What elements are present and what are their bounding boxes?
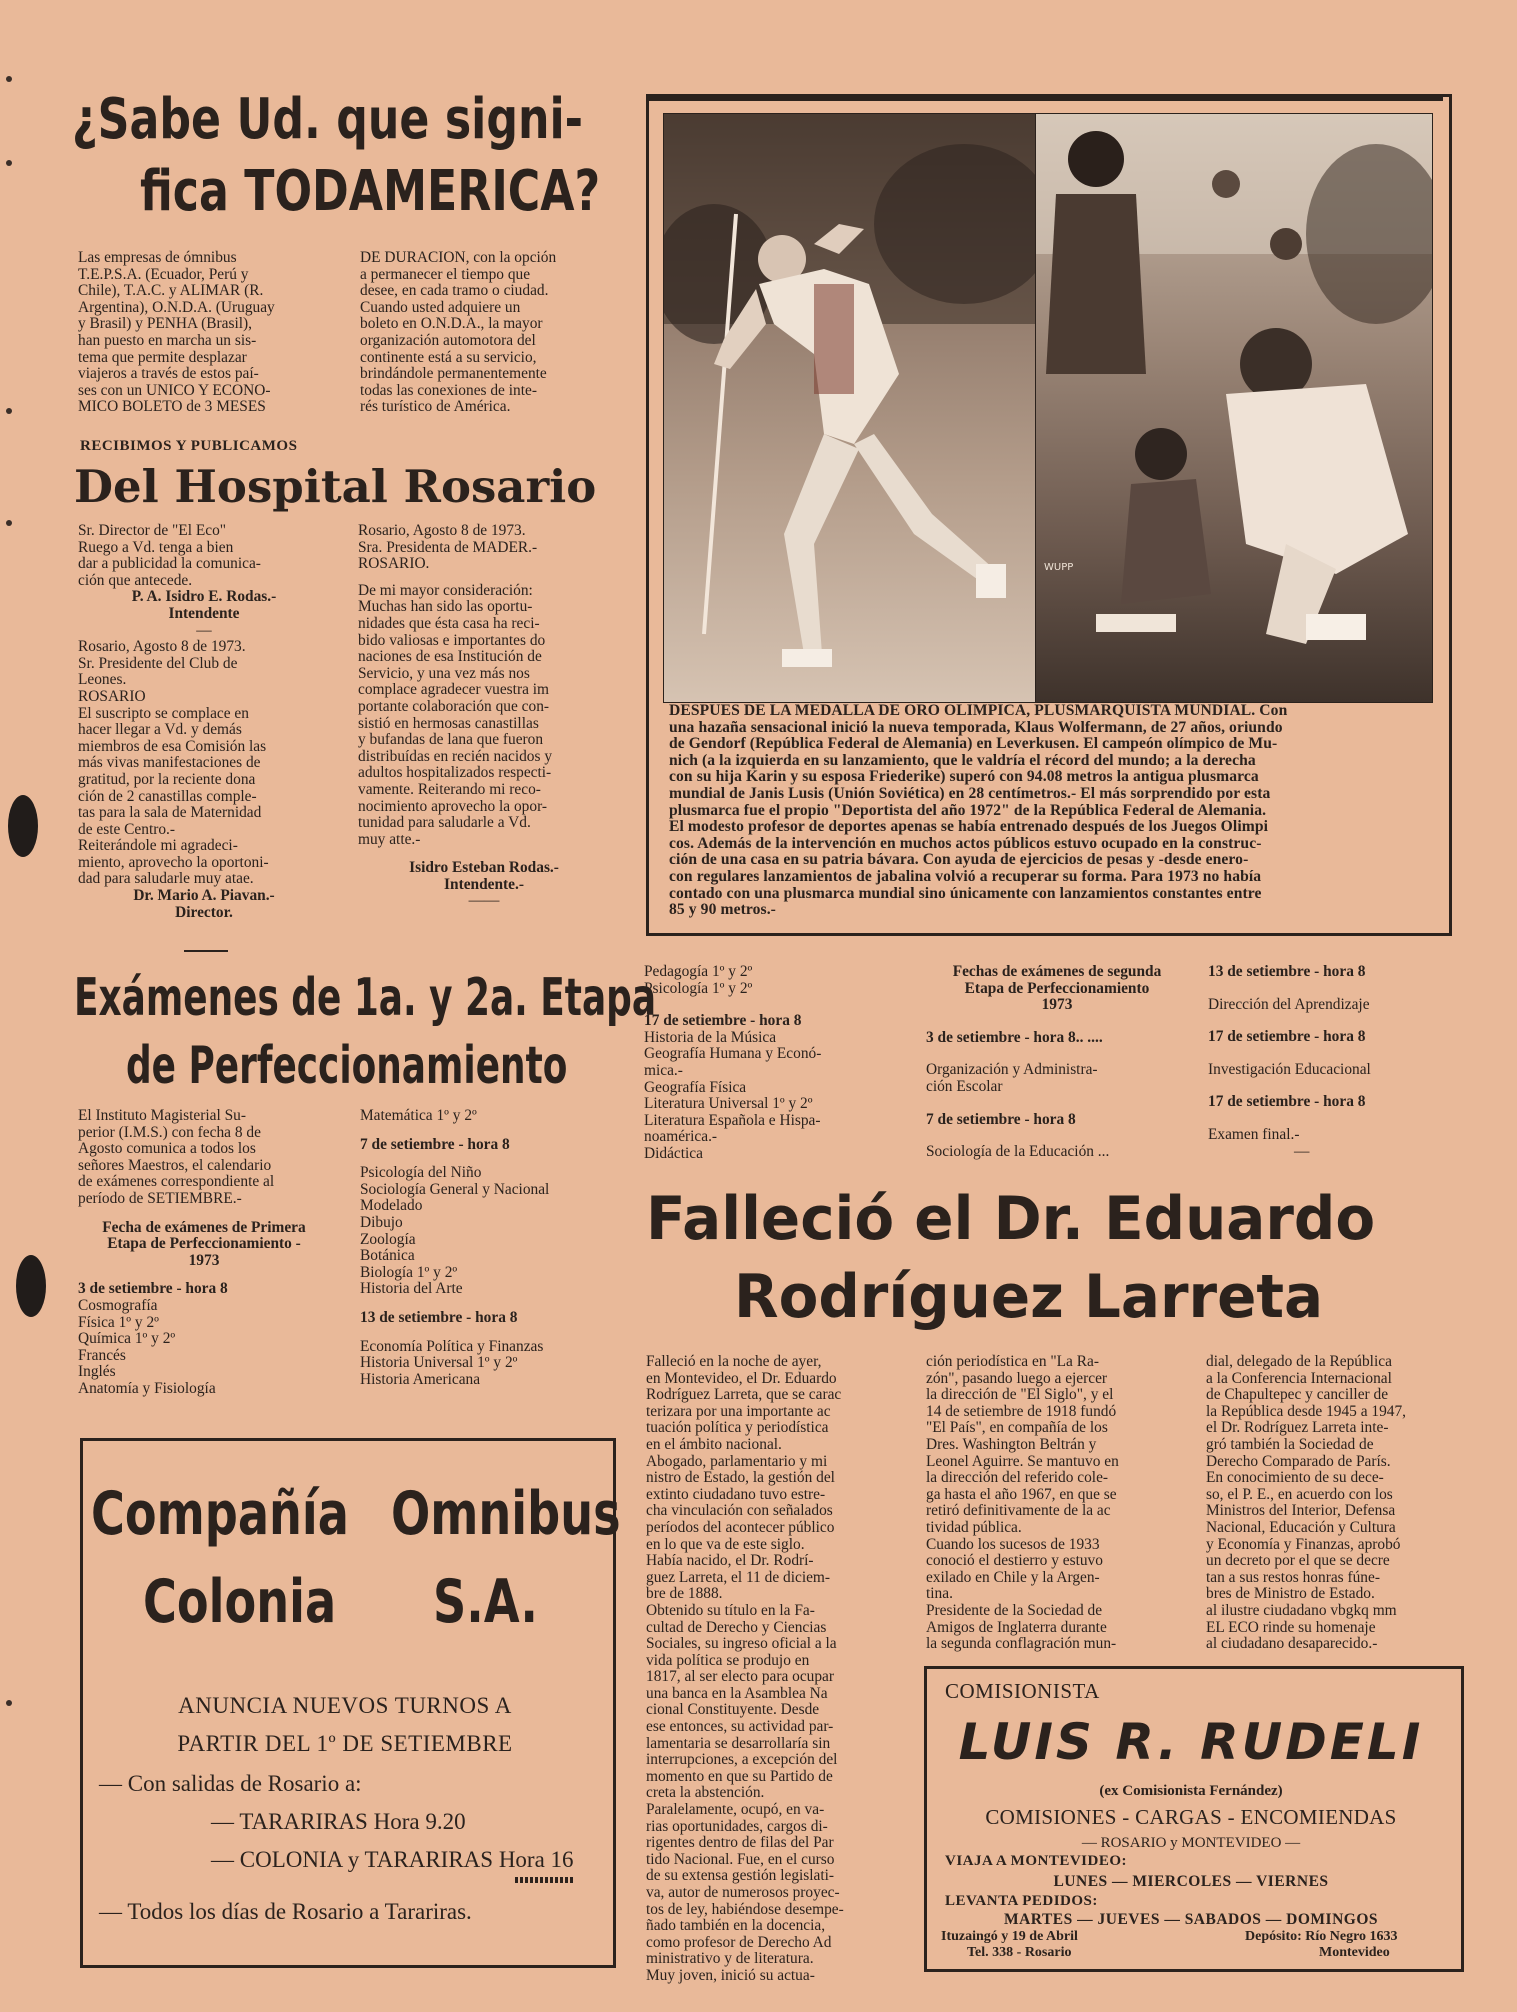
subject: Historia del Arte [360,1280,463,1298]
text-line: de Chapultepec y canciller de [1206,1386,1389,1404]
rudeli-address-right-2: Montevideo [1319,1945,1390,1960]
binder-dot [6,408,12,414]
text-line: Muchas han sido las oportu- [358,598,533,616]
omnibus-name-line-1-word-2: Omnibus [391,1479,621,1549]
text-line: ROSARIO. [358,555,430,573]
omnibus-line-6: — Todos los días de Rosario a Tarariras. [99,1899,472,1924]
spacer [360,1327,612,1339]
spacer [78,1208,330,1220]
subject: Historia de la Música [644,1028,777,1046]
text-line: tunidad para saludarle a Vd. [358,814,531,832]
todamerica-column-2 [360,250,612,416]
todamerica-headline-line-1: ¿Sabe Ud. que signi- [72,87,584,152]
text-line: todas las conexiones de inte- [360,381,537,399]
subject: Literatura Española e Hispa- [644,1111,821,1129]
caption-line: contado con una plusmarca mundial sino únicamente con lanzamientos constantes entre [669,884,1262,902]
subheading: Fechas de exámenes de segunda [952,963,1162,980]
subject: Inglés [78,1363,116,1381]
examenes-column-2 [360,1108,612,1388]
examenes-headline-line-2: de Perfeccionamiento [126,1036,568,1096]
text-line: una banca en la Asamblea Na [646,1684,828,1702]
separator: —— [468,892,500,910]
caption-line: mundial de Janis Lusis (Unión Soviética) en 28 centímetros.- El más sorprendido por esta [669,784,1271,802]
text-line: guez Larreta, el 11 de diciem- [646,1568,831,1586]
subject: mica.- [644,1061,683,1079]
text-line: en Montevideo, el Dr. Eduardo [646,1369,837,1387]
signature-line: Intendente.- [444,875,524,893]
text-line: dar a publicidad la comunica- [78,555,261,573]
text-line: terizara por una importante ac [646,1402,831,1420]
text-line: extinto ciudadano tuvo estre- [646,1485,826,1503]
subject: Anatomía y Fisiología [78,1379,216,1397]
subject: Organización y Administra- [926,1061,1098,1079]
text-line: retiró definitivamente de la ac [926,1502,1111,1520]
text-line: como profesor de Derecho Ad [646,1933,832,1951]
spacer [644,997,894,1013]
text-line: y bufandas de lana que fueron [358,731,544,749]
text-line: continente está a su servicio, [360,348,537,366]
text-line: naciones de esa Institución de [358,648,542,666]
text-line: y Brasil) y PENHA (Brasil), [78,315,252,333]
rudeli-days-1: LUNES — MIERCOLES — VIERNES [1053,1873,1329,1890]
text-line: portante colaboración que con- [358,697,550,715]
text-line: interrupciones, a excepción del [646,1751,838,1769]
text-line: "El País", en compañía de los [926,1419,1108,1437]
text-line: al ilustre ciudadano vbgkq mm [1206,1601,1397,1619]
signature-line: Director. [175,903,233,921]
text-line: gró también la Sociedad de [1206,1435,1374,1453]
text-line: nistro de Estado, la gestión del [646,1469,835,1487]
exam-date: 17 de setiembre - hora 8 [644,1012,802,1030]
text-line: nidades que ésta casa ha reci- [358,614,540,632]
text-line: ción que antecede. [78,571,193,589]
caption-line: plusmarca fue el propio "Deportista del año 1972" de la República Federal de Alemania. [669,801,1267,819]
text-line: Cuando usted adquiere un [360,298,521,316]
subject: Dibujo [360,1213,403,1231]
text-line: tas para la sala de Maternidad [78,804,262,822]
text-line: el Dr. Rodríguez Larreta inte- [1206,1419,1389,1437]
text-line: la República desde 1945 a 1947, [1206,1402,1407,1420]
binder-dot [6,1700,12,1706]
text-line: Las empresas de ómnibus [78,249,237,266]
text-line: Había nacido, el Dr. Rodrí- [646,1552,814,1570]
text-line: rés turístico de América. [360,398,511,416]
text-line: a la Conferencia Internacional [1206,1369,1392,1387]
subject: Francés [78,1346,126,1364]
text-line: Ministros del Interior, Defensa [1206,1502,1396,1520]
subject: Modelado [360,1197,423,1215]
caption-line: El modesto profesor de deportes apenas se había entrenado después de los Juegos Olimpi [669,818,1269,836]
subject: Física 1º y 2º [78,1313,159,1331]
exam-date: 17 de setiembre - hora 8 [1208,1093,1366,1111]
text-line: bido valiosas e importantes do [358,631,546,649]
text-line: lamentaria se desarrollaría sin [646,1734,831,1752]
text-line: tuación política y periodística [646,1419,829,1437]
text-line: cional Constituyente. Desde [646,1701,820,1719]
text-line: nocimiento aprovecho la opor- [358,797,548,815]
text-line: dial, delegado de la República [1206,1353,1392,1370]
text-line: DE DURACION, con la opción [360,249,557,266]
text-line: De mi mayor consideración: [358,581,533,599]
text-line: Cuando los sucesos de 1933 [926,1535,1100,1553]
caption-line: con su hija Karin y su esposa Friederike) superó con 94.08 metros la antigua plusmarca [669,768,1259,786]
text-line: zón", pasando luego a ejercer [926,1369,1108,1387]
caption-line: ción de una casa en su patria bávara. Con ayuda de ejercicios de pesas y -desde enero- [669,851,1249,869]
binder-dot [6,160,12,166]
caption-line: cos. Además de la intervención en muchos actos públicos estuvo ocupado en la construc- [669,834,1262,852]
text-line: vida política se produjo en [646,1651,810,1669]
javelin-throw-illustration [664,114,1036,702]
text-line: va, autor de numerosos proyec- [646,1884,840,1901]
signature-line: Dr. Mario A. Piavan.- [133,887,275,905]
text-line: en lo que va de este siglo. [646,1535,805,1553]
caption-line: de Gendorf (República Federal de Alemania) en Leverkusen. El campeón olímpico de Mu- [669,735,1278,753]
text-line: la dirección de "El Siglo", y el [926,1386,1114,1404]
spacer [926,1096,1188,1112]
text-line: distribuídas en recién nacidos y [358,747,553,765]
text-line: Obtenido su título en la Fa- [646,1601,815,1619]
caption-line: con regulares lanzamientos de jabalina volvió a recuperar su forma. Para 1973 no había [669,867,1262,885]
text-line: la dirección del referido cole- [926,1469,1109,1487]
caption-line: nich (a la izquierda en su lanzamiento, que le valdría el récord del mundo; a la derecha [669,751,1256,769]
spacer [926,1014,1188,1030]
text-line: Presidente de la Sociedad de [926,1601,1103,1619]
separator: — [1294,1142,1310,1160]
text-line: dad para saludarle muy atae. [78,870,254,888]
subject: Zoología [360,1230,416,1248]
omnibus-line-4: — TARARIRAS Hora 9.20 [211,1809,466,1834]
examenes-column-3 [644,964,894,1163]
text-line: ses con un UNICO Y ECONO- [78,381,271,399]
decorative-mark [515,1877,575,1883]
text-line: 14 de setiembre de 1918 fundó [926,1402,1117,1420]
rudeli-ad [924,1666,1464,1972]
text-line: Reiterándole mi agradeci- [78,837,238,855]
exam-date: 7 de setiembre - hora 8 [360,1135,510,1153]
fallecio-headline-line-1: Falleció el Dr. Eduardo [646,1184,1376,1254]
text-line: Sr. Director de "El Eco" [78,522,227,539]
exam-date: 17 de setiembre - hora 8 [1208,1028,1366,1046]
text-line: exilado en Chile y la Argen- [926,1568,1100,1586]
text-line: organización automotora del [360,331,536,349]
exam-date: 3 de setiembre - hora 8.. .... [926,1028,1103,1046]
subject: Cosmografía [78,1296,158,1314]
text-line: conoció el destierro y estuvo [926,1552,1103,1570]
text-line: señores Maestros, el calendario [78,1156,272,1174]
text-line: y Economía y Finanzas, aprobó [1206,1535,1401,1553]
exam-date: 3 de setiembre - hora 8 [78,1280,228,1298]
subject: Geografía Humana y Econó- [644,1045,822,1063]
signature-line: P. A. Isidro E. Rodas.- [131,588,277,606]
text-line: al ciudadano desaparecido.- [1206,1635,1378,1653]
text-line: ción de 2 canastillas comple- [78,787,257,805]
text-line: sistió en hermosas canastillas [358,714,539,732]
text-line: boleto en O.N.D.A., la mayor [360,315,543,333]
subject: Sociología General y Nacional [360,1180,550,1198]
text-line: cha vinculación con señalados [646,1502,833,1520]
omnibus-name-line-1-word-1: Compañía [91,1479,349,1549]
fallecio-column-3 [1206,1354,1458,1653]
text-line: Sr. Presidente del Club de [78,654,238,672]
omnibus-line-2: PARTIR DEL 1º DE SETIEMBRE [177,1731,513,1756]
omnibus-line-1: ANUNCIA NUEVOS TURNOS A [178,1693,512,1718]
text-line: Amigos de Inglaterra durante [926,1618,1107,1636]
binder-dot [6,76,12,82]
subject: Historia Americana [360,1370,481,1388]
subject: Historia Universal 1º y 2º [360,1354,518,1372]
omnibus-line-5: — COLONIA y TARARIRAS Hora 16 [211,1847,574,1872]
hospital-column-2 [358,523,610,910]
subject: Química 1º y 2º [78,1330,176,1348]
subheading: 1973 [1041,996,1073,1014]
text-line: ROSARIO [78,687,146,705]
text-line: so, el P. E., en acuerdo con los [1206,1485,1393,1503]
text-line: Sociales, su ingreso oficial a la [646,1635,837,1653]
text-line: perior (I.M.S.) con fecha 8 de [78,1123,261,1141]
text-line: Argentina), O.N.D.A. (Uruguay [78,298,275,316]
text-line: miento, aprovecho la oportoni- [78,853,269,871]
text-line: Derecho Comparado de París. [1206,1452,1391,1470]
text-line: tema que permite desplazar [78,348,247,366]
text-line: Rosario, Agosto 8 de 1973. [78,638,246,656]
text-line: complace agradecer vuestra im [358,681,549,699]
subject: ción Escolar [926,1077,1003,1095]
subject: Dirección del Aprendizaje [1208,995,1370,1013]
text-line: adultos hospitalizados respecti- [358,764,552,782]
omnibus-name-line-2-word-1: Colonia [143,1567,337,1637]
text-line: de exámenes correspondiente al [78,1173,275,1191]
hospital-column-1 [78,523,330,921]
text-line: de su extensa gestión legislati- [646,1867,835,1885]
subject: Literatura Universal 1º y 2º [644,1095,813,1113]
binder-dot [6,520,12,526]
text-line: viajeros a través de estos paí- [78,365,259,383]
rudeli-address-right-1: Depósito: Río Negro 1633 [1245,1929,1398,1944]
article-divider [184,950,228,952]
text-line: ministrativo y de literatura. [646,1950,814,1968]
text-line: Falleció en la noche de ayer, [646,1353,822,1370]
signature-line: Isidro Esteban Rodas.- [409,859,559,877]
text-line: Chile), T.A.C. y ALIMAR (R. [78,282,264,300]
text-line: En conocimiento de su dece- [1206,1469,1384,1487]
todamerica-column-1 [78,250,330,416]
text-line: vamente. Reiterando mi reco- [358,780,541,798]
exam-date: 13 de setiembre - hora 8 [360,1308,518,1326]
rudeli-ex: (ex Comisionista Fernández) [1099,1783,1283,1799]
rudeli-days-2: MARTES — JUEVES — SABADOS — DOMINGOS [1003,1911,1378,1928]
todamerica-headline-line-2: fica TODAMERICA? [140,159,601,224]
text-line: rigentes dentro de filas del Par [646,1834,834,1852]
subject: Pedagogía 1º y 2º [644,963,753,980]
text-line: ese entonces, su actividad par- [646,1718,834,1736]
text-line: ga hasta el año 1967, en que se [926,1485,1117,1503]
subject: Economía Política y Finanzas [360,1337,544,1355]
caption-line: 85 y 90 metros.- [669,901,776,919]
subject: Matemática 1º y 2º [360,1107,477,1124]
text-line: tina. [926,1585,953,1603]
text-line: muy atte.- [358,830,421,848]
text-line: brindándole permanentemente [360,365,547,383]
box-top-rule [649,97,1443,101]
text-line: El Instituto Magisterial Su- [78,1107,246,1124]
text-line: Servicio, y una vez más nos [358,664,530,682]
omnibus-line-3: — Con salidas de Rosario a: [99,1771,362,1796]
fallecio-headline-line-2: Rodríguez Larreta [734,1262,1324,1332]
exam-date: 13 de setiembre - hora 8 [1208,963,1366,980]
text-line: bre de 1888. [646,1585,723,1603]
examenes-column-4 [926,964,1188,1161]
text-line: gratitud, por la reciente dona [78,770,256,788]
text-line: cultad de Derecho y Ciencias [646,1618,827,1636]
text-line: la segunda conflagración mun- [926,1635,1117,1653]
text-line: Rodríguez Larreta, que se carac [646,1386,842,1404]
text-line: momento en que su Partido de [646,1767,833,1785]
text-line: MICO BOLETO de 3 MESES [78,398,266,416]
examenes-column-5 [1208,964,1448,1160]
text-line: Abogado, parlamentario y mi [646,1452,828,1470]
photo-feature-box [646,94,1452,936]
text-line: Dres. Washington Beltrán y [926,1435,1097,1453]
subject: Didáctica [644,1144,703,1162]
fallecio-column-2 [926,1354,1178,1653]
fallecio-column-1 [646,1354,898,1985]
rudeli-services: COMISIONES - CARGAS - ENCOMIENDAS [985,1805,1397,1829]
text-line: EL ECO rinde su homenaje [1206,1618,1376,1636]
text-line: en el ámbito nacional. [646,1435,782,1453]
subject: Biología 1º y 2º [360,1263,458,1281]
text-line: T.E.P.S.A. (Ecuador, Perú y [78,265,249,283]
hospital-kicker: RECIBIMOS Y PUBLICAMOS [80,438,298,454]
examenes-headline-line-1: Exámenes de 1a. y 2a. Etapa [74,968,657,1028]
text-line: miembros de esa Comisión las [78,737,267,755]
photo-caption [669,703,1431,919]
spacer [1208,1046,1448,1062]
rudeli-viaja: VIAJA A MONTEVIDEO: [945,1853,1128,1869]
text-line: Paralelamente, ocupó, en va- [646,1801,825,1819]
subject: Sociología de la Educación ... [926,1143,1110,1161]
text-line: han puesto en marcha un sis- [78,331,257,349]
caption-line: una hazaña sensacional inició la nueva temporada, Klaus Wolfermann, de 27 años, oriundo [669,718,1283,736]
text-line: tividad pública. [926,1518,1022,1536]
spacer [1208,1111,1448,1127]
text-line: más vivas manifestaciones de [78,754,261,772]
subheading: 1973 [188,1251,220,1269]
family-illustration [1036,114,1432,702]
text-line: tan a sus restos honras fúne- [1206,1568,1380,1586]
examenes-column-1 [78,1108,330,1398]
photo-sign: WUPP [1044,562,1074,573]
text-line: a permanecer el tiempo que [360,265,531,283]
text-line: Leones. [78,671,127,689]
text-line: 1817, al ser electo para ocupar [646,1668,835,1686]
subject: Examen final.- [1208,1125,1300,1143]
text-line: de este Centro.- [78,820,176,838]
subject: Investigación Educacional [1208,1060,1371,1078]
subject: Psicología 1º y 2º [644,979,753,997]
spacer [1208,981,1448,997]
subject: Geografía Física [644,1078,747,1096]
javelin-throw-photo [663,113,1037,703]
separator: — [196,621,212,639]
subject: Psicología del Niño [360,1164,482,1182]
omnibus-name-line-2-word-2: S.A. [433,1567,538,1637]
text-line: un decreto por el que se decre [1206,1552,1390,1570]
text-line: Agosto comunica a todos los [78,1140,256,1158]
spacer [926,1046,1188,1062]
text-line: período de SETIEMBRE.- [78,1189,242,1207]
subheading: Etapa de Perfeccionamiento [964,979,1150,997]
subheading: Fecha de exámenes de Primera [102,1218,306,1236]
text-line: Sra. Presidenta de MADER.- [358,538,538,556]
punch-hole [8,795,38,857]
spacer [1208,1013,1448,1029]
text-line: Muy joven, inició su actua- [646,1966,815,1984]
spacer [360,1125,612,1137]
text-line: creta la abstención. [646,1784,765,1802]
rudeli-kicker: COMISIONISTA [945,1679,1100,1703]
rudeli-name: LUIS R. RUDELI [958,1713,1424,1771]
text-line: tido Nacional. Fue, en el curso [646,1850,835,1868]
subject: Botánica [360,1247,415,1265]
text-line: Nacional, Educación y Cultura [1206,1518,1396,1536]
rudeli-levanta: LEVANTA PEDIDOS: [945,1893,1098,1909]
text-line: El suscripto se complace en [78,704,249,722]
text-line: ción periodística en "La Ra- [926,1353,1099,1370]
text-line: Leonel Aguirre. Se mantuvo en [926,1452,1119,1470]
exam-date: 7 de setiembre - hora 8 [926,1110,1076,1128]
punch-hole [16,1255,46,1317]
text-line: tos de ley, habiéndose desempe- [646,1900,844,1918]
rudeli-route: — ROSARIO y MONTEVIDEO — [1081,1835,1301,1851]
spacer [926,1128,1188,1144]
text-line: bres de Ministro de Estado. [1206,1585,1375,1603]
omnibus-ad [80,1438,621,1968]
spacer [1208,1078,1448,1094]
caption-line: DESPUES DE LA MEDALLA DE ORO OLIMPICA, PLUSMARQUISTA MUNDIAL. Con [669,702,1288,719]
text-line: Ruego a Vd. tenga a bien [78,538,234,556]
hospital-headline: Del Hospital Rosario [74,460,597,513]
text-line: períodos del acontecer público [646,1518,835,1536]
signature-line: Intendente [168,604,240,622]
subject: noamérica.- [644,1128,718,1146]
family-photo [1035,113,1433,703]
text-line: rias oportunidades, cargos di- [646,1817,828,1835]
subheading: Etapa de Perfeccionamiento - [107,1235,301,1253]
rudeli-address-left-2: Tel. 338 - Rosario [967,1945,1072,1960]
text-line: Rosario, Agosto 8 de 1973. [358,522,526,539]
text-line: ñado también en la docencia, [646,1917,826,1935]
text-line: desee, en cada tramo o ciudad. [360,282,549,300]
rudeli-address-left-1: Ituzaingó y 19 de Abril [941,1929,1078,1944]
text-line: hacer llegar a Vd. y demás [78,721,242,739]
